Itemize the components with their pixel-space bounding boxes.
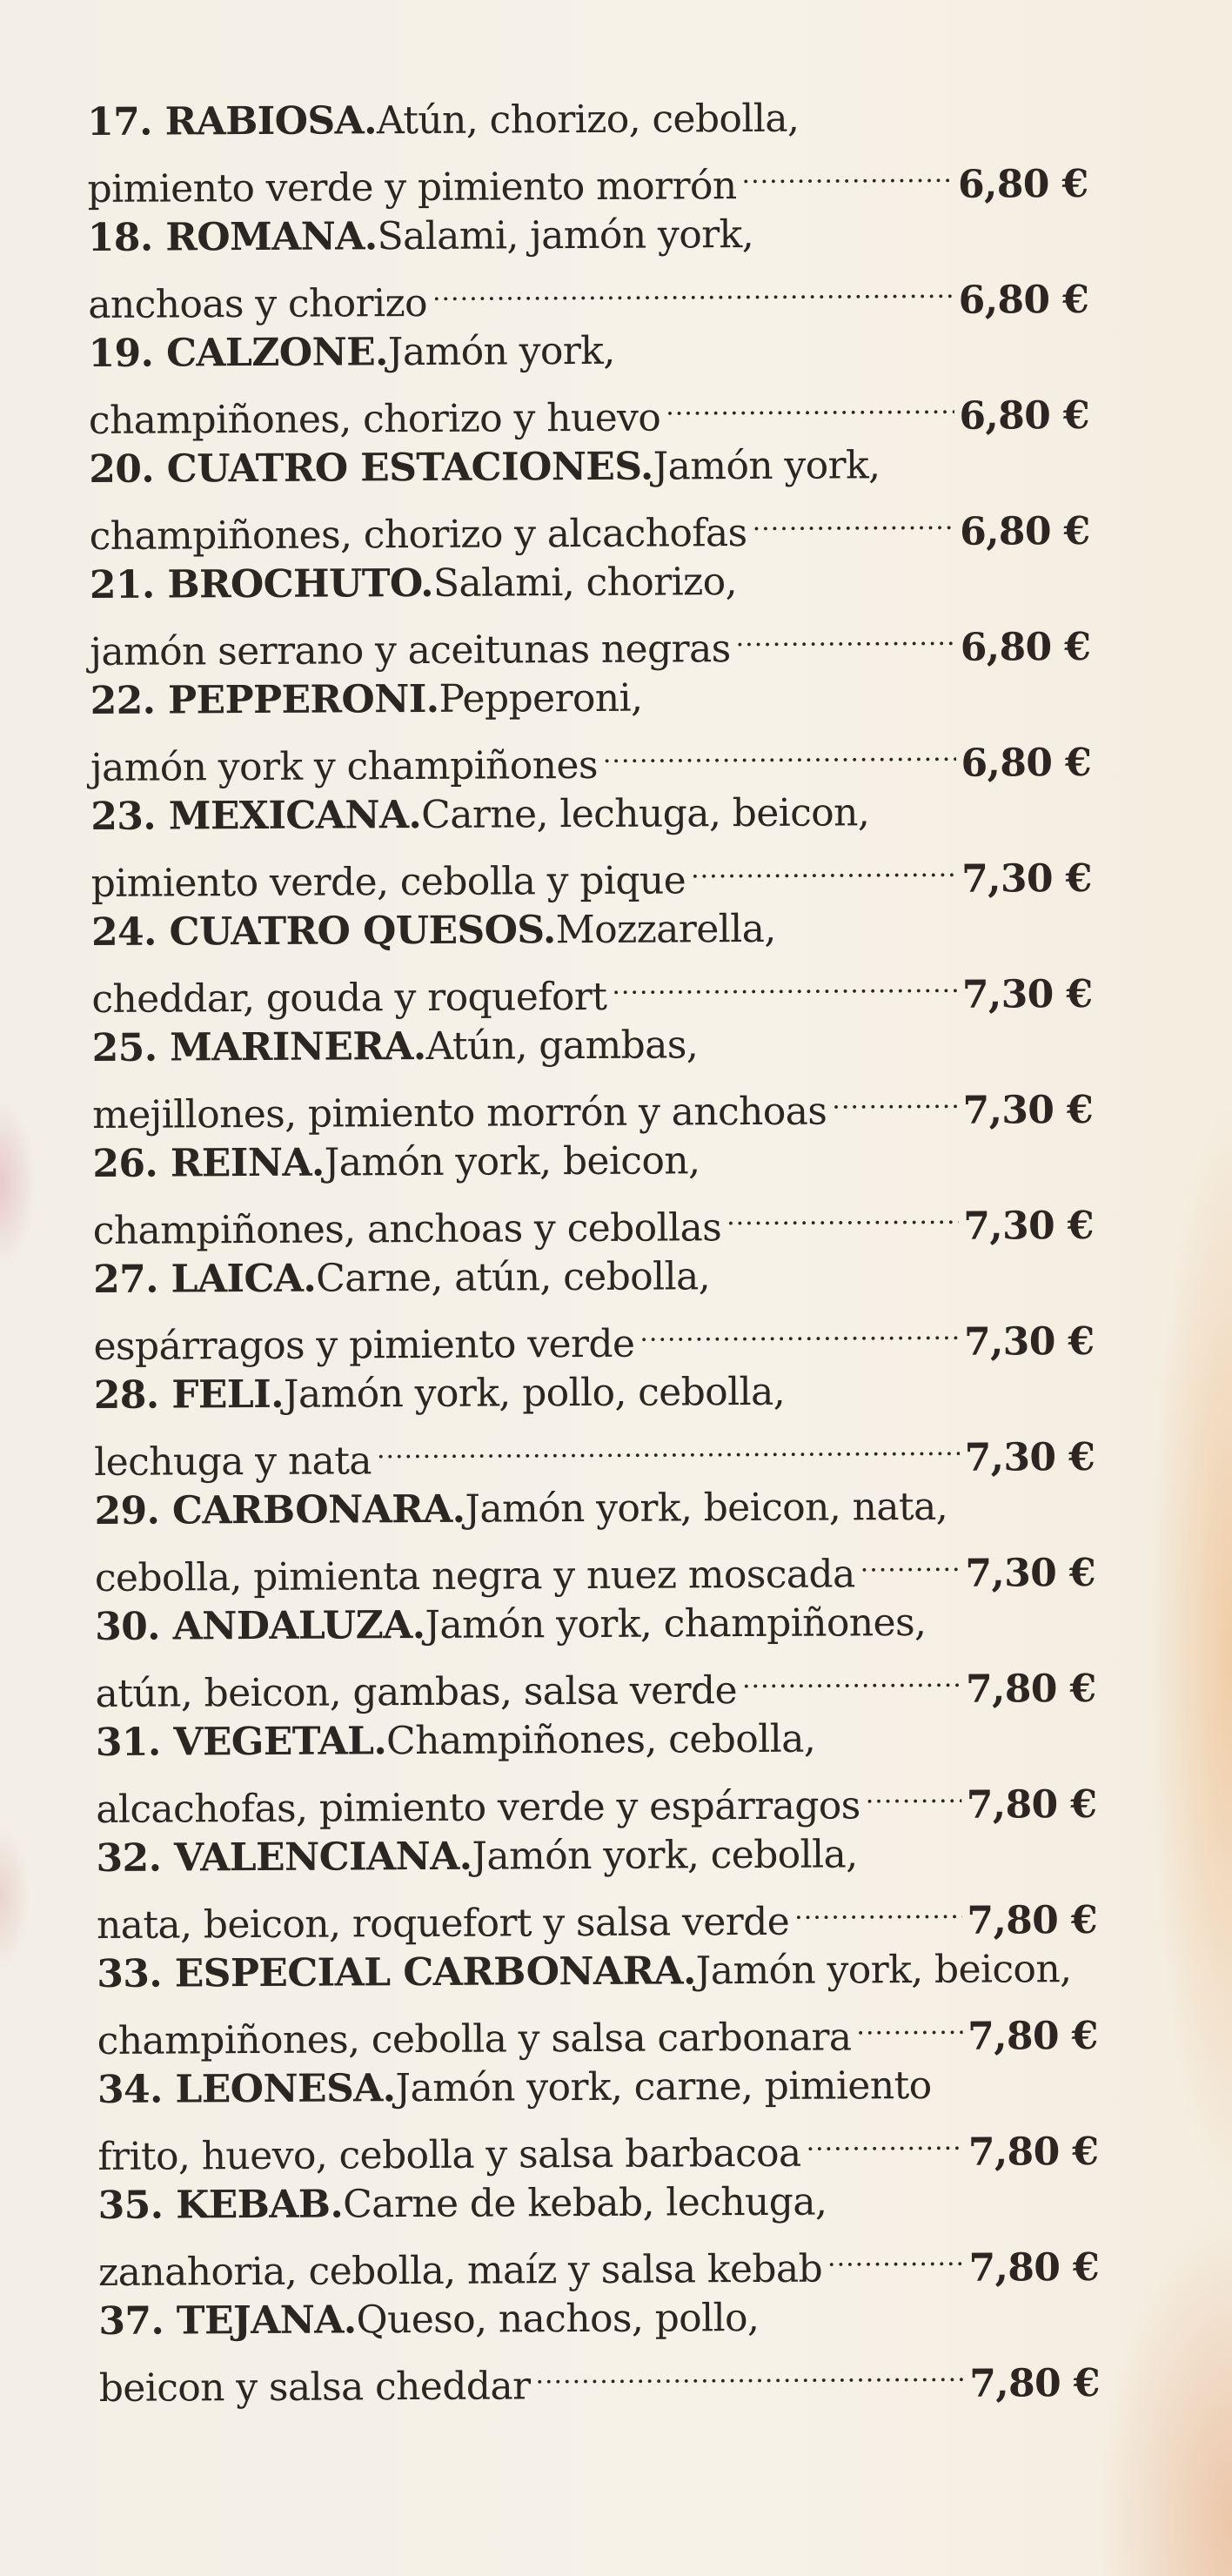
item-price: 7,80 € [967,1897,1098,1943]
dot-leader [535,2346,964,2399]
menu-item [98,2291,1100,2412]
item-description: champiñones, anchoas y cebollas [92,1205,722,1253]
item-description: pimiento verde y pimiento morrón [87,164,737,211]
item-price: 7,80 € [966,1781,1097,1828]
menu-item [92,1018,1094,1139]
dot-leader [741,147,953,198]
dot-leader [806,2115,963,2166]
item-description: Jamón york, cebolla, [472,1832,858,1879]
item-description: anchoas y chorizo [88,280,428,327]
item-name: 21. BROCHUTO. [89,560,434,607]
item-name: 25. MARINERA. [91,1023,426,1070]
item-name: 27. LAICA. [92,1256,317,1302]
item-name: 33. ESPECIAL CARBONARA. [97,1949,696,1996]
item-price: 6,80 € [961,740,1092,786]
item-name: 23. MEXICANA. [90,793,422,839]
item-price: 7,80 € [968,2244,1100,2291]
item-description: lechuga y nata [94,1439,372,1485]
item-description: jamón york y champiñones [90,742,599,790]
item-price: 7,80 € [965,1666,1096,1712]
item-description: Jamón york, champiñones, [425,1600,927,1647]
item-name: 30. ANDALUZA. [95,1602,425,1649]
item-description: Carne, atún, cebolla, [315,1254,711,1301]
item-description: Mozzarella, [555,906,776,953]
menu-item [90,555,1091,676]
item-price: 7,30 € [963,1203,1094,1249]
item-price: 6,80 € [958,277,1089,323]
menu-item [87,92,1088,213]
item-description: Salami, chorizo, [432,560,738,606]
dot-leader [752,494,954,546]
dot-leader [691,842,956,894]
item-name: 18. ROMANA. [87,214,378,260]
menu-item [88,208,1089,329]
dot-leader [794,1883,962,1935]
item-description: Atún, chorizo, cebolla, [376,96,800,144]
dot-leader [832,1073,958,1124]
item-price: 7,80 € [969,2360,1100,2406]
menu-item [98,2176,1100,2297]
item-price: 6,80 € [959,392,1090,439]
item-description: frito, huevo, cebolla y salsa barbacoa [97,2130,801,2179]
item-name: 35. KEBAB. [97,2182,344,2228]
menu-item [90,787,1092,908]
item-name: 24. CUATRO QUESOS. [90,908,556,955]
dot-leader [827,2231,964,2282]
item-name: 31. VEGETAL. [95,1719,387,1765]
item-name: 28. FELI. [93,1372,285,1418]
item-price: 6,80 € [960,624,1091,670]
item-price: 7,80 € [968,2129,1099,2175]
dot-leader [639,1305,959,1357]
item-name: 37. TEJANA. [98,2298,357,2344]
item-description: Jamón york, beicon, [324,1138,700,1185]
item-description: mejillones, pimiento morrón y anchoas [91,1089,827,1137]
menu-item [97,2060,1099,2181]
item-description: champiñones, chorizo y alcachofas [89,511,747,559]
item-name: 32. VALENCIANA. [96,1834,472,1881]
item-price: 7,30 € [965,1550,1096,1596]
item-description: Jamón york, carne, pimiento [395,2063,932,2111]
menu-item [92,1134,1094,1255]
item-description: atún, beicon, gambas, salsa verde [95,1668,738,1716]
item-description: beicon y salsa cheddar [98,2364,531,2411]
item-description: Queso, nachos, pollo, [356,2295,760,2343]
dot-leader [612,957,957,1010]
item-description: Carne de kebab, lechuga, [343,2179,827,2227]
item-description: cheddar, gouda y roquefort [91,974,607,1022]
item-description: Jamón york, [653,443,880,489]
menu-item [96,1713,1097,1834]
menu-item [93,1250,1095,1371]
item-description: Carne, lechuga, beicon, [421,790,870,837]
item-name: 19. CALZONE. [88,330,388,376]
item-description: Champiñones, cebolla, [385,1716,816,1764]
item-description: pimiento verde, cebolla y pique [90,858,686,906]
item-name: 34. LEONESA. [97,2066,396,2112]
item-description: Jamón york, beicon, [695,1947,1072,1994]
item-price: 7,30 € [961,855,1092,902]
item-description: jamón serrano y aceitunas negras [90,627,731,674]
item-description: champiñones, chorizo y huevo [88,395,661,443]
item-description: Salami, jamón york, [377,211,754,259]
menu-item [95,1597,1096,1718]
dot-leader [726,1189,958,1240]
dot-leader [666,379,954,431]
item-description: cebolla, pimienta negra y nuez moscada [94,1552,855,1600]
dot-leader [860,1536,960,1587]
item-price: 6,80 € [959,508,1090,554]
item-description: Pepperoni, [439,675,643,721]
dot-leader [865,1768,961,1819]
dot-leader [603,726,956,778]
item-price: 7,80 € [968,2013,1098,2059]
item-description: zanahoria, cebolla, maíz y salsa kebab [97,2246,823,2295]
item-name: 17. RABIOSA. [87,98,377,144]
dot-leader [856,1999,962,2050]
dot-leader [432,263,954,316]
item-name: 20. CUATRO ESTACIONES. [89,444,653,492]
item-description: espárragos y pimiento verde [93,1321,635,1369]
menu-item [94,1481,1095,1602]
menu-item [89,439,1090,560]
item-price: 7,30 € [961,971,1093,1017]
pizza-menu-list [87,92,1100,2412]
dot-leader [742,1652,961,1703]
item-price: 6,80 € [957,161,1088,207]
item-price: 7,30 € [962,1087,1094,1133]
item-description: champiñones, cebolla y salsa carbonara [97,2015,852,2063]
menu-item [94,1365,1095,1486]
item-description: alcachofas, pimiento verde y espárragos [96,1783,860,1832]
item-price: 7,30 € [964,1434,1095,1480]
dot-leader [735,610,954,661]
item-description: nata, beicon, roquefort y salsa verde [96,1899,790,1948]
item-description: Jamón york, pollo, cebolla, [283,1369,786,1417]
item-description: Atún, gambas, [425,1023,699,1069]
dot-leader [377,1420,960,1474]
menu-item [96,1828,1097,1949]
menu-item [91,902,1093,1023]
item-price: 7,30 € [963,1318,1095,1365]
item-name: 29. CARBONARA. [94,1486,465,1533]
item-description: Jamón york, beicon, nata, [465,1484,948,1532]
item-description: Jamón york, [387,328,615,375]
item-name: 22. PEPPERONI. [90,676,439,723]
item-name: 26. REINA. [92,1140,325,1186]
menu-item [90,671,1091,792]
menu-item [97,1944,1098,2065]
menu-item [88,324,1089,445]
